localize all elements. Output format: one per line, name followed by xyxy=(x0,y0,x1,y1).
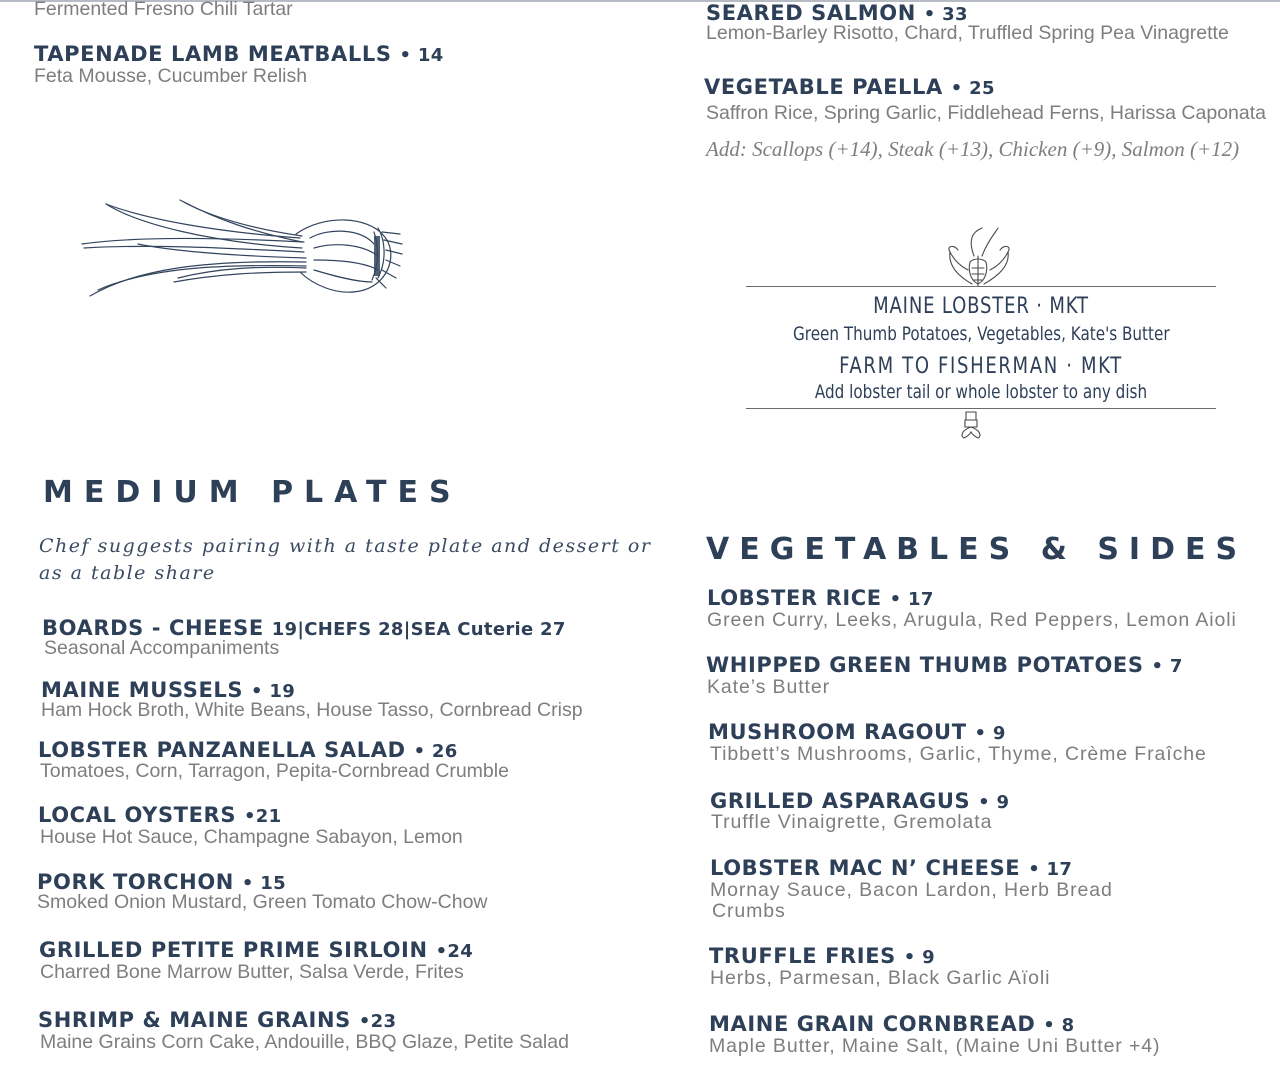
item-price: • 19 xyxy=(251,681,296,702)
section-heading: MEDIUM PLATES xyxy=(43,475,462,510)
item-title: WHIPPED GREEN THUMB POTATOES xyxy=(706,653,1144,677)
item-description: Seasonal Accompaniments xyxy=(44,637,280,659)
item-price: •24 xyxy=(435,941,474,962)
item-price: • 33 xyxy=(923,4,968,25)
item-title: LOBSTER MAC N’ CHEESE xyxy=(710,856,1021,880)
item-title: MUSHROOM RAGOUT xyxy=(708,720,967,744)
item-description: Feta Mousse, Cucumber Relish xyxy=(34,65,308,87)
section-note: Chef suggests pairing with a taste plate and dessert or xyxy=(39,535,652,557)
item-price: • 7 xyxy=(1151,656,1183,677)
lobster-box-title: MAINE LOBSTER · MKT xyxy=(873,294,1089,319)
section-heading: VEGETABLES & SIDES xyxy=(706,532,1248,567)
item-price: • 9 xyxy=(974,723,1006,744)
lobster-tail-icon xyxy=(956,410,986,440)
item-description: Tomatoes, Corn, Tarragon, Pepita-Cornbread Crumble xyxy=(40,760,509,782)
item-description: Charred Bone Marrow Butter, Salsa Verde, Frites xyxy=(40,961,464,983)
lobster-box-title: FARM TO FISHERMAN · MKT xyxy=(839,354,1123,379)
lobster-box-subtitle: Add lobster tail or whole lobster to any dish xyxy=(814,381,1148,403)
item-description: Herbs, Parmesan, Black Garlic Aïoli xyxy=(710,967,1051,989)
lobster-illustration xyxy=(938,226,1018,288)
item-description: Smoked Onion Mustard, Green Tomato Chow-Chow xyxy=(37,891,488,913)
item-description: Kate’s Butter xyxy=(707,676,830,698)
item-description: Truffle Vinaigrette, Gremolata xyxy=(711,811,993,833)
item-title: GRILLED ASPARAGUS xyxy=(710,789,971,813)
item-title: PORK TORCHON xyxy=(37,870,234,894)
item-price: • 8 xyxy=(1043,1015,1075,1036)
item-price: • 17 xyxy=(1028,859,1073,880)
section-note: as a table share xyxy=(39,562,216,584)
item-price: • 25 xyxy=(950,78,995,99)
item-price: • 9 xyxy=(978,792,1010,813)
item-title: LOBSTER RICE xyxy=(707,586,882,610)
item-price: 19|CHEFS 28|SEA Cuterie 27 xyxy=(271,619,566,640)
menu-item-name xyxy=(704,75,995,101)
item-price: •21 xyxy=(243,806,282,827)
item-description: Tibbett’s Mushrooms, Garlic, Thyme, Crème Fraîche xyxy=(710,743,1207,765)
item-title: MAINE MUSSELS xyxy=(41,678,244,702)
item-description: House Hot Sauce, Champagne Sabayon, Lemon xyxy=(40,826,463,848)
item-description: Maine Grains Corn Cake, Andouille, BBQ Glaze, Petite Salad xyxy=(40,1031,569,1053)
item-title: MAINE GRAIN CORNBREAD xyxy=(709,1012,1036,1036)
item-title: VEGETABLE PAELLA xyxy=(704,75,943,99)
item-description: Ham Hock Broth, White Beans, House Tasso, Cornbread Crisp xyxy=(41,699,583,721)
item-price: • 15 xyxy=(241,873,286,894)
item-description: Saffron Rice, Spring Garlic, Fiddlehead Ferns, Harissa Caponata xyxy=(706,102,1266,124)
item-title: LOBSTER PANZANELLA SALAD xyxy=(38,738,406,762)
item-price: • 17 xyxy=(889,589,934,610)
item-title: TAPENADE LAMB MEATBALLS xyxy=(34,42,392,66)
item-title: LOCAL OYSTERS xyxy=(38,803,237,827)
item-title: GRILLED PETITE PRIME SIRLOIN xyxy=(39,938,428,962)
item-price: • 26 xyxy=(413,741,458,762)
item-title: BOARDS - CHEESE xyxy=(42,616,264,640)
spring-onion-illustration xyxy=(78,198,404,302)
item-title: SEARED SALMON xyxy=(706,1,916,25)
item-description: Fermented Fresno Chili Tartar xyxy=(34,0,293,20)
item-description: Maple Butter, Maine Salt, (Maine Uni Butter +4) xyxy=(709,1035,1161,1057)
add-on-note: Add: Scallops (+14), Steak (+13), Chicken (+9), Salmon (+12) xyxy=(706,137,1240,161)
lobster-box-top-rule xyxy=(746,286,1216,287)
item-title: TRUFFLE FRIES xyxy=(709,944,896,968)
item-price: • 14 xyxy=(399,45,444,66)
item-price: •23 xyxy=(358,1011,397,1032)
item-description: Mornay Sauce, Bacon Lardon, Herb Bread xyxy=(710,879,1113,901)
item-price: • 9 xyxy=(903,947,935,968)
lobster-box-subtitle: Green Thumb Potatoes, Vegetables, Kate's Butter xyxy=(793,323,1170,345)
item-description: Green Curry, Leeks, Arugula, Red Peppers, Lemon Aioli xyxy=(707,609,1237,631)
item-description: Crumbs xyxy=(712,900,786,922)
item-title: SHRIMP & MAINE GRAINS xyxy=(38,1008,351,1032)
lobster-box-bottom-rule xyxy=(746,408,1216,409)
item-description: Lemon-Barley Risotto, Chard, Truffled Spring Pea Vinagrette xyxy=(706,22,1229,44)
